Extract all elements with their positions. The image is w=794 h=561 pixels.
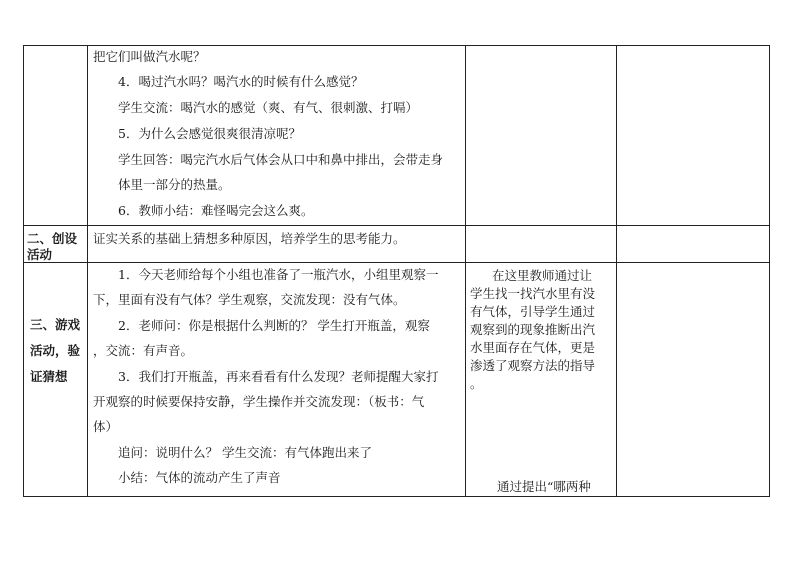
row3-line-1: 1．今天老师给每个小组也准备了一瓶汽水，小组里观察一 — [118, 267, 439, 282]
row3-note-bottom: 通过提出“哪两种 — [497, 479, 591, 494]
table-border-bottom — [23, 496, 770, 497]
row3-line-4: ，交流：有声音。 — [93, 343, 194, 358]
row3-note-line-3: 有气体，引导学生通过 — [470, 304, 596, 319]
row3-stage-line-3: 证猜想 — [30, 369, 68, 384]
row3-note-line-2: 学生找一找汽水里有没 — [470, 286, 596, 301]
row3-note-line-4: 观察到的现象推断出汽 — [470, 322, 596, 337]
row3-line-2: 下，里面有没有气体？学生观察，交流发现：没有气体。 — [93, 292, 406, 307]
table-border-right — [769, 45, 770, 497]
row1-line-4: 5．为什么会感觉很爽很清凉呢？ — [118, 126, 301, 141]
row3-note-line-1: 在这里教师通过让 — [492, 268, 593, 283]
row3-line-8: 追问：说明什么？ 学生交流：有气体跑出来了 — [118, 445, 372, 460]
row3-stage-line-1: 三、游戏 — [30, 317, 81, 332]
row1-line-5: 学生回答：喝完汽水后气体会从口中和鼻中排出，会带走身 — [118, 152, 444, 167]
row2-stage-line-1: 二、创设 — [27, 231, 78, 246]
row2-stage-line-2: 活动 — [27, 247, 53, 262]
table-border-top — [23, 45, 770, 46]
row3-line-7: 体） — [93, 419, 119, 434]
row1-line-7: 6．教师小结：难怪喝完会这么爽。 — [118, 203, 314, 218]
row3-line-3: 2．老师问：你是根据什么判断的？ 学生打开瓶盖，观察 — [118, 318, 430, 333]
row3-note-line-7: 。 — [470, 376, 483, 391]
row2-content-line-1: 证实关系的基础上猜想多种原因，培养学生的思考能力。 — [93, 231, 406, 246]
row-divider-1 — [23, 225, 770, 226]
row3-note-line-6: 渗透了观察方法的指导 — [470, 358, 596, 373]
row1-line-2: 4．喝过汽水吗？喝汽水的时候有什么感觉？ — [118, 74, 364, 89]
row1-line-3: 学生交流：喝汽水的感觉（爽、有气、很刺激、打嗝） — [118, 100, 419, 115]
row3-stage-line-2: 活动，验 — [30, 343, 81, 358]
column-divider-notes — [616, 45, 617, 497]
row3-line-9: 小结：气体的流动产生了声音 — [118, 470, 281, 485]
row1-line-1: 把它们叫做汽水呢？ — [93, 49, 206, 64]
table-border-left — [23, 45, 24, 497]
column-divider-stage — [87, 45, 88, 497]
row1-line-6: 体里一部分的热量。 — [118, 177, 231, 192]
row3-note-line-5: 水里面存在气体，更是 — [470, 340, 596, 355]
column-divider-content — [465, 45, 466, 497]
row3-line-5: 3．我们打开瓶盖，再来看看有什么发现？老师提醒大家打 — [118, 369, 439, 384]
row3-line-6: 开观察的时候要保持安静，学生操作并交流发现：（板书：气 — [93, 394, 425, 409]
row-divider-2 — [23, 262, 770, 263]
